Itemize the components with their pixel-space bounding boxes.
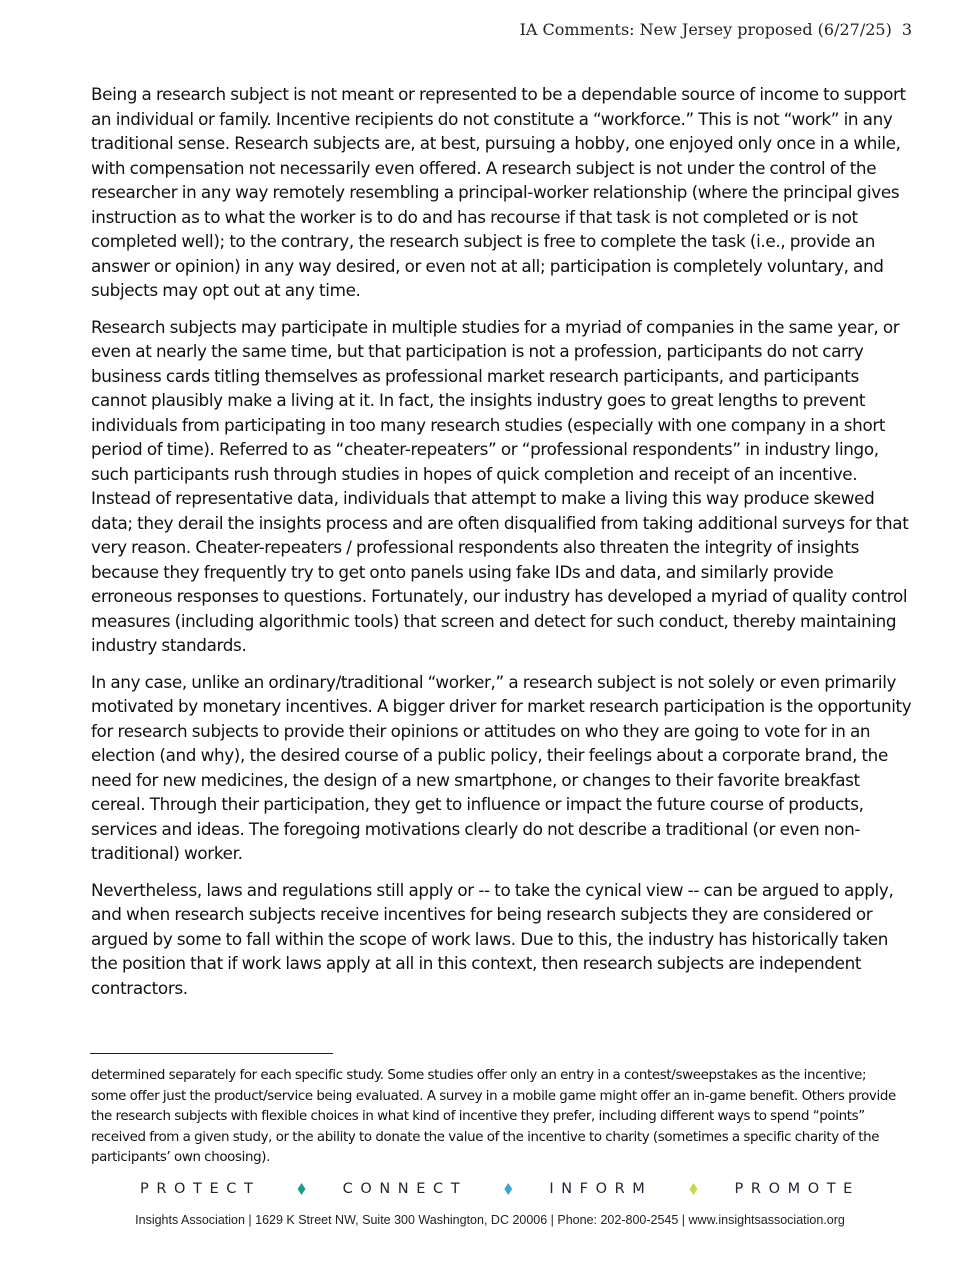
paragraph: Research subjects may participate in multiple studies for a myriad of companies in the same year, or even at nearly the same time, but that participation is not a profession, participants do not carry business cards titling themselves as professional market research participants, and participants cannot plausibly make a living at it. In fact, the insights industry goes to great lengths to prevent individuals from participating in too many research studies (especially with one company in a short period of time). Referred to as “cheater-repeaters” or “professional respondents” in industry lingo, such participants rush through studies in hopes of quick completion and receipt of an incentive. Instead of representative data, individuals that attempt to make a living this way produce skewed data; they derail the insights process and are often disqualified from taking additional surveys for that very reason. Cheater-repeaters / professional respondents also threaten the integrity of insights because they frequently try to get onto panels using fake IDs and data, and similarly provide erroneous responses to questions. Fortunately, our industry has developed a myriad of quality control measures (including algorithmic tools) that screen and detect for such conduct, thereby maintaining industry standards. <box>91 316 909 655</box>
tagline-connect: CONNECT <box>342 1181 468 1197</box>
header-title: IA Comments: New Jersey proposed (6/27/25) <box>519 20 892 39</box>
tagline-promote: PROMOTE <box>734 1181 860 1197</box>
page-header <box>520 20 912 39</box>
footer-tagline <box>140 1181 860 1197</box>
footnote: determined separately for each specific study. Some studies offer only an entry in a contest/sweepstakes as the incentive; some offer just the product/service being evaluated. A survey in a mobile game might offer an in-game benefit. Others provide the research subjects with flexible choices in what kind of incentive they prefer, including different ways to spend “points” received from a given study, or the ability to donate the value of the incentive to charity (sometimes a specific charity of the participants’ own choosing). <box>91 1068 896 1166</box>
diamond-icon <box>296 1183 308 1195</box>
diamond-icon <box>502 1183 514 1195</box>
paragraph: Being a research subject is not meant or represented to be a dependable source of income to support an individual or family. Incentive recipients do not constitute a “workforce.” This is not “work” in any traditional sense. Research subjects are, at best, pursuing a hobby, one enjoyed only once in a while, with compensation not necessarily even offered. A research subject is not under the control of the researcher in any way remotely resembling a principal-worker relationship (where the principal gives instruction as to what the worker is to do and has recourse if that task is not completed or is not completed well); to the contrary, the research subject is free to complete the task (i.e., provide an answer or opinion) in any way desired, or even not at all; participation is completely voluntary, and subjects may opt out at any time. <box>91 84 906 300</box>
footer-address: Insights Association | 1629 K Street NW, Suite 300 Washington, DC 20006 | Phone: 202-800-2545 | www.insightsassociation.org <box>135 1213 845 1227</box>
diamond-icon <box>687 1183 699 1195</box>
body-text <box>91 82 912 1012</box>
paragraph: In any case, unlike an ordinary/traditional “worker,” a research subject is not solely or even primarily motivated by monetary incentives. A bigger driver for market research participation is the opportunity for research subjects to provide their opinions or attitudes on who they are going to vote for in an election (and why), the desired course of a public policy, their feelings about a corporate brand, the need for new medicines, the design of a new smartphone, or changes to their favorite breakfast cereal. Through their participation, they get to influence or impact the future course of products, services and ideas. The foregoing motivations clearly do not describe a traditional (or even non-traditional) worker. <box>91 671 912 863</box>
paragraph: Nevertheless, laws and regulations still apply or -- to take the cynical view -- can be argued to apply, and when research subjects receive incentives for being research subjects they are considered or argued by some to fall within the scope of work laws. Due to this, the industry has historically taken the position that if work laws apply at all in this context, then research subjects are independent contractors. <box>91 879 894 998</box>
tagline-inform: INFORM <box>549 1181 653 1197</box>
footnote-separator <box>90 1053 333 1054</box>
tagline-protect: PROTECT <box>140 1181 261 1197</box>
page-number: 3 <box>901 20 912 39</box>
